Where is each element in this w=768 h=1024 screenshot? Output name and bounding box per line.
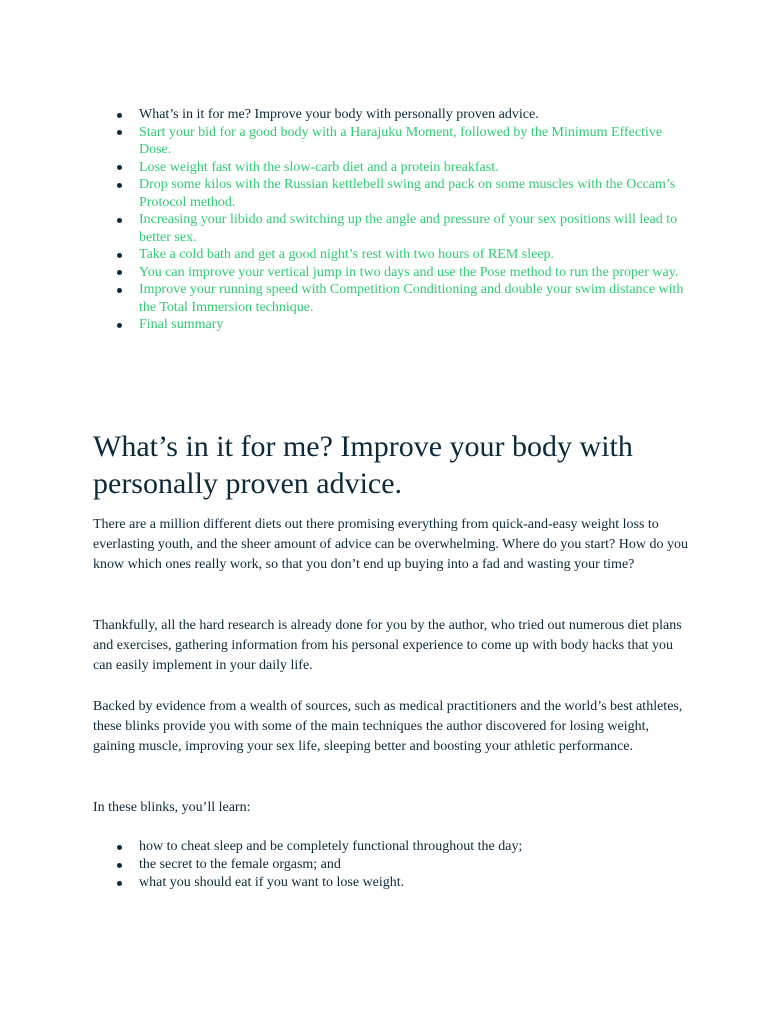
list-item-text: how to cheat sleep and be completely functional throughout the day; — [139, 839, 523, 854]
paragraph-research: Thankfully, all the hard research is already done for you by the author, who tried out numerous diet plans and exercises, gathering information from his personal experience to come up with body hacks that you can easily implement in your daily life. — [93, 618, 682, 673]
bullet-icon — [117, 113, 122, 118]
toc-item-label: Take a cold bath and get a good night’s rest with two hours of REM sleep. — [139, 247, 555, 262]
bullet-icon — [117, 881, 122, 886]
toc-link-sleep[interactable] — [93, 246, 693, 264]
list-item-text: what you should eat if you want to lose weight. — [139, 875, 405, 890]
article-title: What’s in it for me? Improve your body with personally proven advice. — [93, 430, 633, 500]
learn-list — [93, 838, 693, 892]
toc-item-label: Lose weight fast with the slow-carb diet and a protein breakfast. — [139, 159, 499, 175]
list-item — [93, 874, 693, 892]
list-item — [93, 838, 693, 856]
toc-link-slow-carb[interactable] — [93, 159, 693, 177]
bullet-icon — [117, 845, 122, 850]
list-item — [93, 856, 693, 874]
table-of-contents — [93, 106, 693, 334]
paragraph-evidence: Backed by evidence from a wealth of sources, such as medical practitioners and the world’s best athletes, these blinks provide you with some of the main techniques the author discovered for losing weight, gaining muscle, improving your sex life, sleeping better and boosting your athletic performance. — [93, 699, 683, 754]
bullet-icon — [117, 323, 122, 328]
toc-link-libido[interactable] — [93, 211, 693, 246]
toc-item-label: Drop some kilos with the Russian kettlebell swing and pack on some muscles with the Occam’s Protocol method. — [139, 177, 676, 210]
list-item-text: the secret to the female orgasm; and — [139, 857, 341, 872]
toc-item-label: What’s in it for me? Improve your body with personally proven advice. — [139, 107, 539, 122]
toc-link-kettlebell[interactable] — [93, 176, 693, 211]
paragraph-learn-intro: In these blinks, you’ll learn: — [93, 800, 251, 815]
toc-item-label: Final summary — [139, 317, 224, 332]
bullet-icon — [117, 863, 122, 868]
toc-item-label: You can improve your vertical jump in two days and use the Pose method to run the proper way. — [139, 264, 679, 280]
bullet-icon — [117, 130, 122, 135]
toc-item-label: Start your bid for a good body with a Harajuku Moment, followed by the Minimum Effective Dose. — [139, 124, 663, 157]
bullet-icon — [117, 183, 122, 188]
toc-link-harajuku[interactable] — [93, 124, 693, 159]
bullet-icon — [117, 253, 122, 258]
toc-link-running-speed[interactable] — [93, 281, 693, 316]
paragraph-intro: There are a million different diets out there promising everything from quick-and-easy weight loss to everlasting youth, and the sheer amount of advice can be overwhelming. Where do you start? How do you know which ones really work, so that you don’t end up buying into a fad and wasting your time? — [93, 517, 688, 572]
bullet-icon — [117, 218, 122, 223]
toc-link-final-summary[interactable] — [93, 316, 693, 334]
bullet-icon — [117, 288, 122, 293]
toc-link-vertical-jump[interactable] — [93, 264, 693, 282]
bullet-icon — [117, 165, 122, 170]
toc-item-label: Increasing your libido and switching up the angle and pressure of your sex positions will lead to better sex. — [139, 212, 678, 245]
bullet-icon — [117, 270, 122, 275]
toc-item-current[interactable] — [93, 106, 693, 124]
toc-item-label: Improve your running speed with Competition Conditioning and double your swim distance with the Total Immersion technique. — [139, 282, 684, 315]
